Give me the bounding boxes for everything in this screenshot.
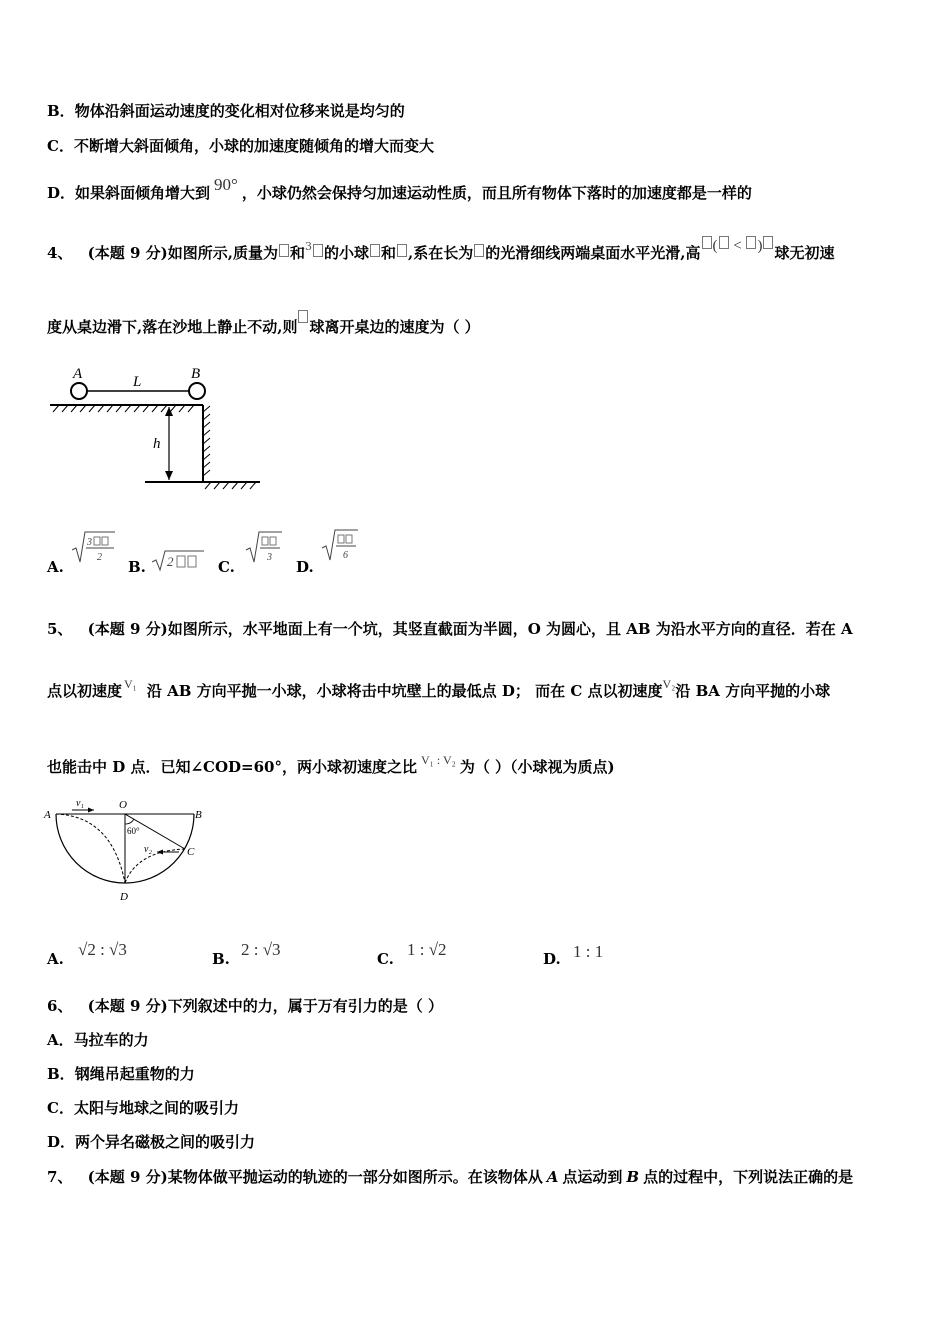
q4-option-c[interactable] [218,558,235,576]
stem-text: 度从桌边滑下,落在沙地上静止不动,则 [47,318,298,336]
coefficient: 2 [167,554,174,569]
trajectory-1 [56,814,125,883]
label-o: O [119,799,127,811]
q6-option-d[interactable] [47,1132,255,1152]
option-text: 如果斜面倾角增大到 [75,184,211,202]
denominator: 6 [343,550,348,561]
option-label: D. [543,950,561,968]
placeholder-box [746,236,756,249]
question-score: (本题 9 分) [87,620,168,638]
stem-text: 也能击中 D 点．已知∠COD=60°，两小球初速度之比 [47,758,417,776]
table-edge-hatching [203,406,210,476]
option-label: C． [47,137,74,155]
label-b: B [191,366,201,382]
placeholder-box [279,244,289,257]
option-label: B. [212,950,230,968]
stem-text: 为（ ）（小球视为质点) [459,758,615,776]
q4-option-b[interactable] [128,558,146,576]
q6-stem [47,996,443,1016]
stem-text: 下列叙述中的力，属于万有引力的是（ ） [167,997,443,1015]
q5-option-b-value: 2 : √3 [241,940,281,959]
angle-arc [125,819,134,824]
option-label: A. [47,950,64,968]
placeholder-box [397,244,407,257]
stem-text: 点以初速度 [47,682,123,700]
option-label: D． [47,184,76,202]
option-text: 马拉车的力 [73,1031,149,1049]
q4-table-figure [45,360,270,495]
option-text: ，小球仍然会保持匀加速运动性质，而且所有物体下落时的加速度都是一样的 [241,184,752,202]
q4-stem-line1 [47,238,835,265]
stem-text: 沿 AB 方向平抛一小球，小球将击中坑壁上的最低点 D； 而在 C 点以初速度 [146,682,663,700]
placeholder-box [763,236,773,249]
q7-stem [47,1167,853,1187]
q3-option-c [47,136,434,156]
q5-option-b[interactable] [212,950,230,968]
option-label: B． [47,1065,75,1083]
option-label: A. [47,558,64,576]
question-score: (本题 9 分) [87,1168,168,1186]
placeholder-box [313,244,323,257]
q5-option-d-value: 1 : 1 [573,942,604,961]
placeholder-box [370,244,380,257]
label-v1: v₁ [76,798,84,809]
denominator: 3 [267,552,272,563]
point-b: B [626,1168,640,1186]
label-angle: 60° [127,826,140,836]
option-label: C. [377,950,394,968]
stem-text: 沿 BA 方向平抛的小球 [675,682,831,700]
condition-lt: < [733,238,742,254]
q5-stem-line1 [47,619,853,639]
q4-option-a-formula [70,528,116,564]
ball-b [189,383,205,399]
label-c: C [187,846,195,858]
q5-option-a[interactable] [47,950,64,968]
ground-hatching [205,482,256,489]
question-number: 7、 [47,1168,73,1186]
stem-text: ,系在长为 [408,244,474,262]
option-label: C. [218,558,235,576]
option-label: D． [47,1133,76,1151]
stem-text: 的光滑细线两端桌面水平光滑,高 [485,244,701,262]
stem-text: 和 [381,244,397,262]
option-text: 太阳与地球之间的吸引力 [73,1099,239,1117]
placeholder-box [298,310,308,323]
condition-paren: ( [712,238,718,254]
stem-text: 点运动到 [562,1168,623,1186]
question-number: 5、 [47,620,73,638]
stem-text: 如图所示,质量为 [167,244,278,262]
placeholder-box [474,244,484,257]
option-text: 不断增大斜面倾角，小球的加速度随倾角的增大而变大 [73,137,434,155]
label-h: h [153,436,161,452]
stem-text: 和 [289,244,305,262]
q5-pit-figure [42,796,212,908]
q6-option-a[interactable] [47,1030,149,1050]
height-arrow-head-top [165,407,173,416]
placeholder-box [719,236,729,249]
option-text: 钢绳吊起重物的力 [74,1065,195,1083]
q5-stem-line2 [47,677,831,702]
question-score: (本题 9 分) [87,244,168,262]
question-number: 4、 [47,244,73,262]
option-label: C． [47,1099,74,1117]
q5-option-c[interactable] [377,950,394,968]
stem-text: 的小球 [324,244,370,262]
stem-text: 点的过程中，下列说法正确的是 [643,1168,854,1186]
label-a: A [44,809,51,821]
q6-option-b[interactable] [47,1064,195,1084]
label-b: B [195,809,202,821]
q3-option-b [47,101,405,121]
q5-option-a-value: √2 : √3 [78,940,127,959]
v1-arrow-head [88,808,94,813]
condition-expression [713,238,763,254]
stem-text: 球无初速 [774,244,835,262]
tabletop-hatching [53,405,194,412]
option-text: 两个异名磁极之间的吸引力 [75,1133,256,1151]
option-label: B. [128,558,146,576]
option-label: B． [47,102,75,120]
q4-option-b-formula [150,548,206,572]
option-label: A． [47,1031,74,1049]
q4-option-a[interactable] [47,558,64,576]
trajectory-2 [125,849,185,883]
q4-stem-line2 [47,317,480,337]
coefficient: 3 [87,537,92,548]
point-a: A [546,1168,559,1186]
label-d: D [120,891,128,903]
denominator: 2 [97,552,102,563]
placeholder-box [702,236,712,249]
stem-text: 球离开桌边的速度为（ ） [309,318,480,336]
label-v2: v₂ [144,844,152,855]
q5-option-c-value: 1 : √2 [407,940,447,959]
q5-stem-line3 [47,753,615,778]
q5-option-d[interactable] [543,950,561,968]
q6-option-c[interactable] [47,1098,239,1118]
v1-symbol: V₁ [124,677,137,691]
q4-option-c-formula [244,528,284,564]
option-label: D. [296,558,314,576]
stem-text: 如图所示，水平地面上有一个坑，其竖直截面为半圆，O 为圆心，且 AB 为沿水平方向的直径．若在 A [167,620,853,638]
q3-option-d [47,175,752,203]
ball-a [71,383,87,399]
stem-text: 某物体做平抛运动的轨迹的一部分如图所示。在该物体从 [167,1168,543,1186]
condition-paren: ) [757,238,763,254]
option-text: 物体沿斜面运动速度的变化相对位移来说是均匀的 [74,102,405,120]
height-arrow-head-bottom [165,471,173,480]
angle-value: 90° [214,175,238,194]
label-l: L [133,374,142,390]
coefficient: 3 [305,240,312,253]
label-a: A [73,366,83,382]
q4-option-d-formula [320,526,360,562]
question-score: (本题 9 分) [87,997,168,1015]
v2-symbol: V₂ [662,677,676,691]
question-number: 6、 [47,997,73,1015]
velocity-ratio: V₁ : V₂ [420,753,456,767]
q4-option-d[interactable] [296,558,314,576]
